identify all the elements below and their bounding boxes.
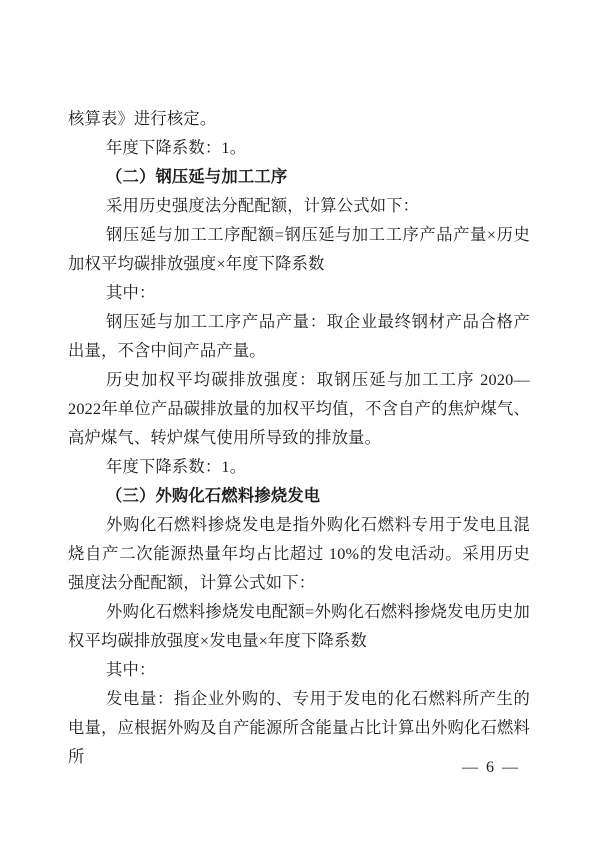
paragraph-quota-formula-steel-rolling: 钢压延与加工工序配额=钢压延与加工工序产品产量×历史加权平均碳排放强度×年度下降系数 <box>68 225 530 273</box>
paragraph-method-intro: 采用历史强度法分配配额，计算公式如下： <box>106 196 420 215</box>
paragraph-power-generation-definition: 发电量：指企业外购的、专用于发电的化石燃料所产生的电量，应根据外购及自产能源所含能量占比计算出外购化石燃料所 <box>68 689 530 766</box>
section-heading-cofiring-power: （三）外购化石燃料掺烧发电 <box>106 486 321 505</box>
paragraph-continuation: 核算表》进行核定。 <box>68 109 217 128</box>
paragraph-wherein-label: 其中： <box>106 283 156 302</box>
section-heading-steel-rolling: （二）钢压延与加工工序 <box>106 167 288 186</box>
paragraph-historical-intensity-definition: 历史加权平均碳排放强度：取钢压延与加工工序 2020—2022年单位产品碳排放量的加权平均值，不含自产的焦炉煤气、高炉煤气、转炉煤气使用所导致的排放量。 <box>68 370 530 447</box>
paragraph-wherein-label-2: 其中： <box>106 660 156 679</box>
document-body <box>68 104 530 771</box>
paragraph-annual-decline-factor: 年度下降系数：1。 <box>106 138 247 157</box>
paragraph-quota-formula-cofiring: 外购化石燃料掺烧发电配额=外购化石燃料掺烧发电历史加权平均碳排放强度×发电量×年度下降系数 <box>68 602 530 650</box>
page-number: — 6 — <box>462 759 520 776</box>
paragraph-annual-decline-factor-2: 年度下降系数：1。 <box>106 457 247 476</box>
paragraph-cofiring-definition: 外购化石燃料掺烧发电是指外购化石燃料专用于发电且混烧自产二次能源热量年均占比超过 10%的发电活动。采用历史强度法分配配额，计算公式如下： <box>68 515 530 592</box>
paragraph-product-output-definition: 钢压延与加工工序产品产量：取企业最终钢材产品合格产出量，不含中间产品产量。 <box>68 312 530 360</box>
